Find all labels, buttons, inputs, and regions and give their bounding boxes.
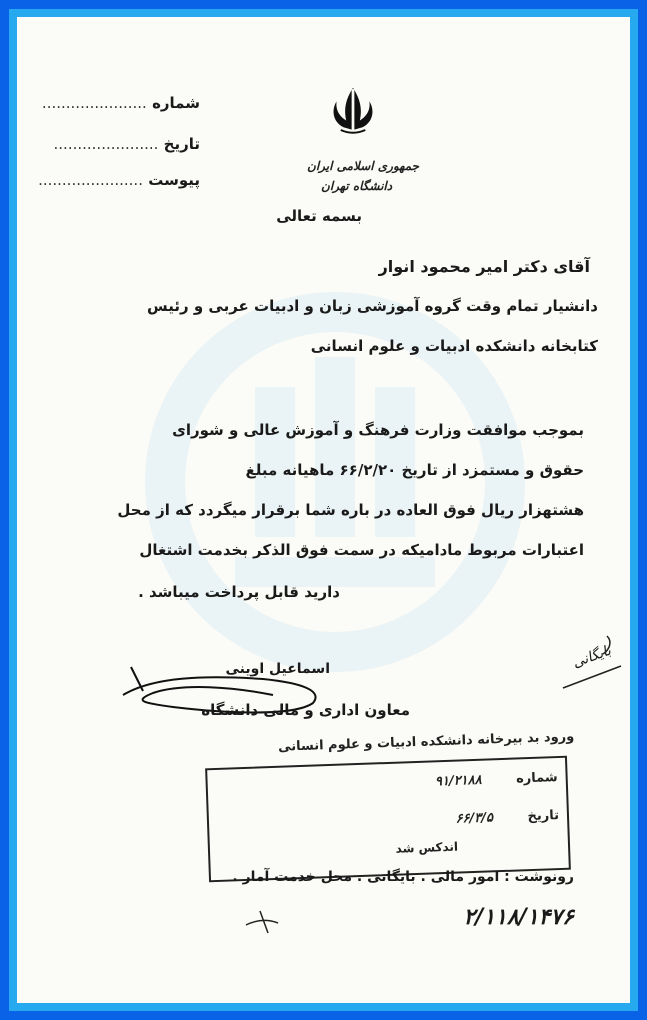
- body-line-1: بموجب موافقت وزارت فرهنگ و آموزش عالی و شورای: [172, 421, 584, 439]
- body-line-2: حقوق و مستمزد از تاریخ ۶۶/۲/۲۰ ماهیانه مبلغ: [245, 461, 584, 479]
- handwritten-reference-number: ۲/۱۱۸/۱۴۷۶: [463, 905, 574, 930]
- stamp-number-value: ۹۱/۲۱۸۸: [434, 772, 482, 790]
- iran-emblem-icon: [313, 85, 393, 160]
- signatory-name: اسماعیل اوینی: [225, 661, 330, 677]
- body-line-4: اعتبارات مربوط مادامیکه در سمت فوق الذکر بخدمت اشتغال: [139, 541, 584, 559]
- margin-note-stroke: [557, 632, 627, 712]
- attachment-dots: ......................: [38, 171, 143, 189]
- university-name: دانشگاه تهران: [321, 179, 393, 193]
- stamp-number-label: شماره: [515, 770, 558, 787]
- date-field: [54, 135, 200, 153]
- stamp-date-value: ۶۶/۳/۵: [455, 810, 494, 827]
- stamp-note: اندکس شد: [395, 839, 459, 856]
- appointment-line-1: دانشیار تمام وقت گروه آموزشی زبان و ادبیات عربی و رئیس: [147, 297, 598, 315]
- registry-stamp: [205, 729, 575, 883]
- stamp-date-row: [455, 808, 559, 827]
- university-seal-watermark: [135, 267, 535, 697]
- org-name: جمهوری اسلامی ایران: [307, 159, 420, 173]
- attachment-label: پیوست: [148, 171, 200, 189]
- number-dots: ......................: [41, 94, 147, 112]
- copy-to-line: رونوشت : امور مالی . بایگانی . محل خدمت آمار .: [232, 869, 574, 885]
- stamp-date-label: تاریخ: [527, 808, 560, 825]
- x-mark: [242, 907, 282, 937]
- date-dots: ......................: [53, 135, 159, 153]
- invocation: بسمه تعالی: [276, 207, 362, 225]
- document-page: [17, 17, 630, 1003]
- date-label: تاریخ: [163, 135, 200, 153]
- signatory-title: معاون اداری و مالی دانشگاه: [201, 701, 410, 719]
- recipient-name: آقای دکتر امیر محمود انوار: [378, 257, 590, 276]
- body-line-5: دارید قابل پرداخت میباشد .: [138, 583, 340, 601]
- stamp-header: ورود بد بیرخانه دانشکده ادبیات و علوم انسانی: [277, 729, 575, 755]
- body-line-3: هشتهزار ریال فوق العاده در باره شما برقرار میگردد که از محل: [117, 501, 584, 519]
- number-field: [42, 94, 200, 112]
- stamp-number-row: [435, 770, 558, 789]
- margin-note: بایگانی: [570, 642, 614, 672]
- number-label: شماره: [152, 94, 200, 112]
- attachment-field: [38, 171, 200, 189]
- appointment-line-2: کتابخانه دانشکده ادبیات و علوم انسانی: [310, 337, 598, 355]
